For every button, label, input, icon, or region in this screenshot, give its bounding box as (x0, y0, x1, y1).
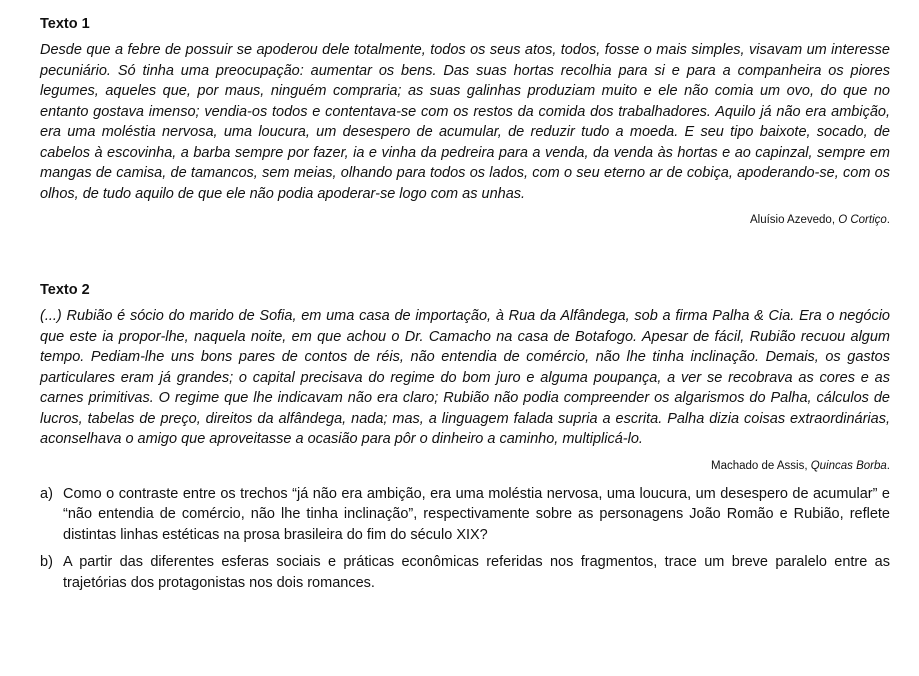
question-b-text: A partir das diferentes esferas sociais e práticas econômicas referidas nos fragmentos, trace um breve paralelo entre as trajetórias dos protagonistas nos dois romances. (63, 554, 890, 591)
texto-2-excerpt: (...) Rubião é sócio do marido de Sofia, em uma casa de importação, à Rua da Alfândega, sob a firma Palha & Cia. Era o negócio que este ia propor-lhe, naquela noite, em que achou o Dr. Camacho na casa de Botafogo. Apesar de fácil, Rubião recuou algum tempo. Pediam-lhe uns bons pares de contos de réis, não entendia de comércio, não lhe tinha inclinação. Demais, os gastos particulares eram já grandes; o capital precisava do regime do bom juro e alguma poupança, a ver se recobrava as cores e as carnes primitivas. O regime que lhe indicavam não era claro; Rubião não podia compreender os algarismos do Palha, cálculos de lucros, tabelas de preço, direitos da alfândega, nada; mas, a linguagem falada supria a escrita. Palha dizia coisas extraordinárias, aconselhava o amigo que aproveitasse a ocasião para pôr o dinheiro a caminho, multiplicá-lo. (40, 308, 890, 447)
texto-1-title: Texto 1 (40, 16, 90, 32)
texto-2-source-end: . (886, 459, 890, 472)
question-a-letter: a) (40, 485, 53, 502)
texto-2-work: Quincas Borba (810, 459, 887, 472)
question-list (40, 484, 890, 594)
texto-2-author: Machado de Assis, (710, 459, 811, 472)
texto-2-section (40, 280, 890, 474)
exam-page (40, 14, 890, 600)
texto-1-source (40, 212, 890, 228)
texto-1-excerpt: Desde que a febre de possuir se apoderou dele totalmente, todos os seus atos, todos, fosse o mais simples, visavam um interesse pecuniário. Só tinha uma preocupação: aumentar os bens. Das suas hortas recolhia para si e para a companheira os piores legumes, aqueles que, por maus, ninguém compraria; as suas galinhas produziam muito e ele não comia um ovo, do que no entanto gostava imenso; vendia-os todos e contentava-se com os restos da comida dos trabalhadores. Aquilo já não era ambição, era uma moléstia nervosa, uma loucura, um desespero de acumular, de reduzir tudo a moeda. E seu tipo baixote, socado, de cabelos à escovinha, a barba sempre por fazer, ia e vinha da pedreira para a venda, da venda às hortas e ao capinzal, sempre em mangas de camisa, de tamancos, sem meias, olhando para todos os lados, com o seu eterno ar de cobiça, apoderando-se, com os olhos, de tudo aquilo de que ele não podia apoderar-se logo com as unhas. (40, 42, 890, 202)
question-b-letter: b) (40, 554, 53, 570)
question-b (40, 552, 890, 593)
texto-2-source (40, 458, 890, 474)
question-a (40, 484, 890, 546)
texto-1-work: O Cortiço (838, 214, 887, 226)
texto-1-section (40, 14, 890, 228)
texto-2-title: Texto 2 (40, 282, 90, 298)
texto-1-source-end: . (886, 214, 890, 226)
question-a-text: Como o contraste entre os trechos “já não era ambição, era uma moléstia nervosa, uma loucura, um desespero de acumular” e “não entendia de comércio, não lhe tinha inclinação”, respectivamente sobre as personagens João Romão e Rubião, reflete distintas linhas estéticas na prosa brasileira do fim do século XIX? (63, 485, 890, 543)
texto-1-author: Aluísio Azevedo, (749, 214, 839, 226)
